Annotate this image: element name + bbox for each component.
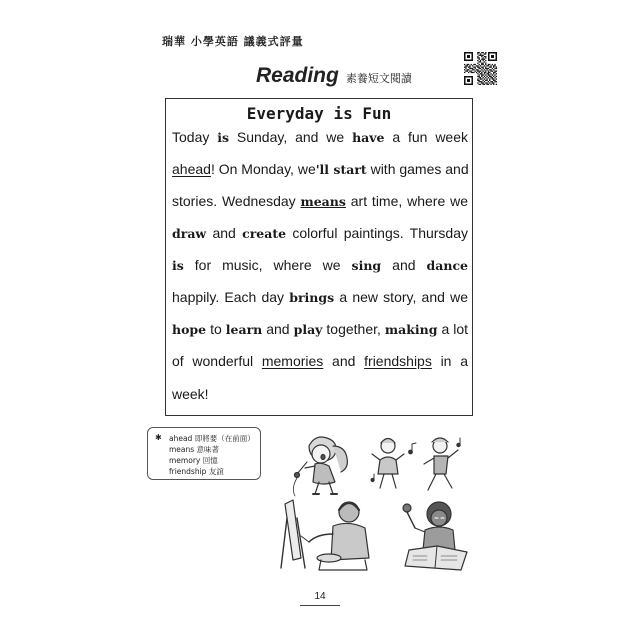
- key-word: brings: [289, 290, 335, 305]
- key-word: 'll start: [315, 162, 367, 177]
- story-text: Sunday, and we: [229, 129, 353, 145]
- vocab-word: friendships: [364, 353, 432, 369]
- story-text: with games and: [366, 161, 469, 177]
- key-word: create: [242, 226, 287, 241]
- key-word: is: [172, 258, 184, 273]
- story-line: [172, 289, 468, 305]
- vocab-word: means: [300, 194, 346, 209]
- key-word: learn: [225, 322, 263, 337]
- key-word: sing: [351, 258, 382, 273]
- story-line: [172, 225, 468, 241]
- kids-dancing-icon: [368, 434, 466, 500]
- story-line: [172, 321, 468, 337]
- story-text: and: [262, 321, 294, 337]
- story-text: to: [206, 321, 226, 337]
- child-painting-icon: [279, 498, 375, 572]
- story-text: ! On Monday, we: [210, 161, 316, 177]
- story-text: stories. Wednesday: [172, 193, 301, 209]
- story-text: art time, where we: [345, 193, 468, 209]
- vocab-word: memories: [261, 353, 324, 369]
- story-text: week!: [172, 386, 209, 402]
- story-text: and: [381, 257, 427, 273]
- key-word: play: [293, 322, 323, 337]
- title-sub: 素養短文閱讀: [345, 72, 412, 85]
- star-icon: ✱: [155, 433, 162, 442]
- key-word: have: [352, 130, 385, 145]
- key-word: is: [217, 130, 230, 145]
- vocab-item: memory 回憶: [169, 456, 218, 465]
- story-text: colorful paintings. Thursday: [286, 225, 469, 241]
- story-line: [172, 193, 468, 209]
- story-line: [172, 353, 468, 369]
- key-word: draw: [172, 226, 207, 241]
- key-word: dance: [426, 258, 469, 273]
- story-line: [172, 386, 468, 402]
- story-text: and: [206, 225, 243, 241]
- story-text: a new story, and we: [334, 289, 468, 305]
- story-line: [172, 161, 468, 177]
- vocab-item: means 意味著: [169, 445, 220, 454]
- story-text: and: [323, 353, 365, 369]
- vocab-item: ahead 即將要（在前面）: [169, 434, 255, 443]
- girl-reading-icon: [397, 498, 471, 574]
- vocab-item: friendship 友誼: [169, 467, 224, 476]
- story-text: a fun week: [384, 129, 469, 145]
- story-box: [165, 98, 473, 416]
- page-number-rule: [300, 605, 340, 606]
- qr-code-icon[interactable]: [464, 52, 497, 85]
- story-text: a lot: [437, 321, 468, 337]
- vocab-box: [147, 427, 261, 480]
- vocab-word: ahead: [172, 161, 211, 177]
- girl-singing-icon: [283, 432, 359, 498]
- key-word: hope: [172, 322, 207, 337]
- story-text: of wonderful: [172, 353, 262, 369]
- story-text: in a: [431, 353, 468, 369]
- story-text: happily. Each day: [172, 289, 290, 305]
- page-number: 14: [314, 591, 326, 602]
- book-header: 瑞華 小學英語 議義式評量: [162, 35, 304, 48]
- key-word: making: [384, 322, 438, 337]
- story-line: [172, 257, 468, 273]
- section-title: [256, 64, 412, 88]
- title-main: Reading: [256, 64, 339, 87]
- story-text: for music, where we: [183, 257, 352, 273]
- story-line: [172, 129, 468, 145]
- story-title: Everyday is Fun: [246, 104, 392, 123]
- story-text: Today: [172, 129, 218, 145]
- story-text: together,: [322, 321, 385, 337]
